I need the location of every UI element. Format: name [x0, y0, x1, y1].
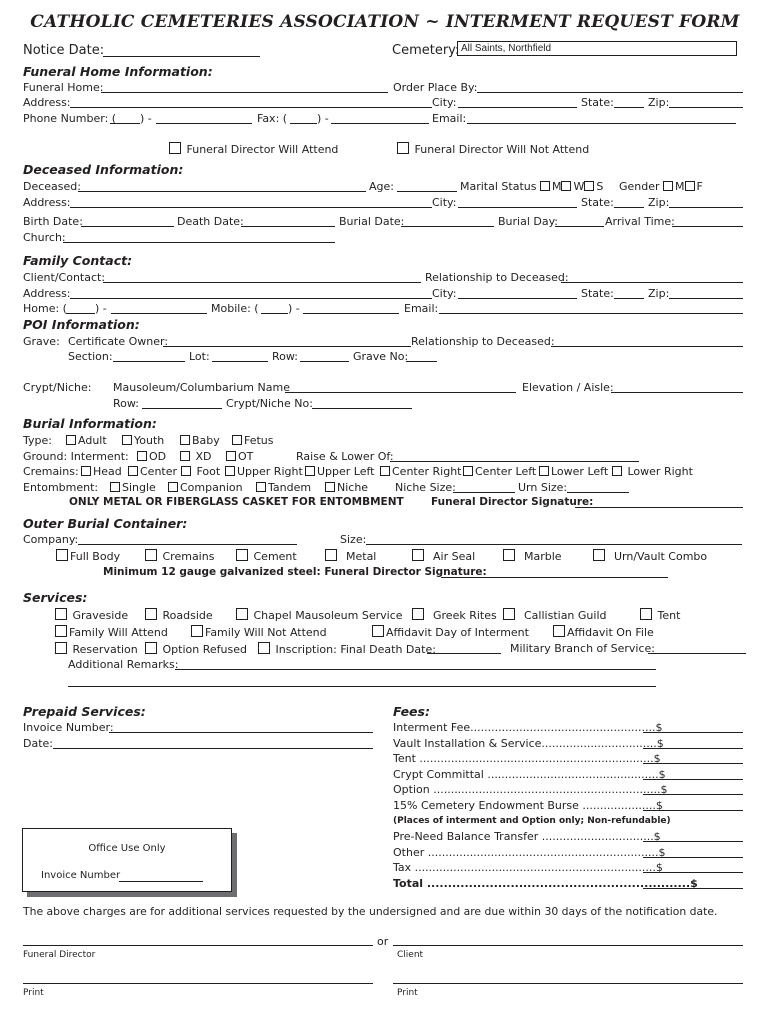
prepaid-date-field[interactable] [53, 748, 373, 749]
cremains-center-left-checkbox[interactable] [463, 466, 473, 476]
fam-address-field[interactable] [70, 298, 432, 299]
inscription-date-field[interactable] [427, 653, 501, 654]
lot-field[interactable] [212, 361, 268, 362]
prepaid-date-label: Date: [23, 737, 53, 750]
svc-tent-checkbox[interactable] [640, 608, 652, 620]
size-field[interactable] [366, 544, 742, 545]
entomb-niche-checkbox[interactable] [325, 482, 335, 492]
ground-ot[interactable]: OT [226, 450, 253, 463]
marital-s-checkbox[interactable] [584, 181, 594, 191]
crypt-no-field[interactable] [312, 408, 412, 409]
cremains-upper-left-checkbox[interactable] [305, 466, 315, 476]
fee-note: (Places of interment and Option only; Non-refundable) [393, 816, 671, 826]
entomb-tandem[interactable]: Tandem [256, 481, 311, 494]
order-place-field[interactable] [477, 92, 743, 93]
section-field[interactable] [113, 361, 185, 362]
arrival-time-label: Arrival Time: [605, 215, 675, 228]
outer-metal[interactable]: Metal [325, 549, 376, 563]
fh-phone-mid: ) - [140, 112, 152, 125]
home-area-field[interactable] [66, 313, 95, 314]
marital-w-checkbox[interactable] [561, 181, 571, 191]
fd-signature-line[interactable] [23, 945, 373, 946]
mausoleum-label: Mausoleum/Columbarium Name [113, 381, 290, 394]
svc-chapel-checkbox[interactable] [236, 608, 248, 620]
burial-date-field[interactable] [401, 226, 494, 227]
fee-endowment-label: 15% Cemetery Endowment Burse .....................$ [393, 799, 663, 812]
funeral-home-heading: Funeral Home Information: [23, 64, 213, 79]
or-text: or [377, 935, 389, 948]
svc-family-not-attend-checkbox[interactable] [191, 625, 203, 637]
office-use-title: Office Use Only [88, 843, 166, 854]
fam-address-label: Address: [23, 287, 71, 300]
cremains-foot-checkbox[interactable] [181, 466, 191, 476]
gender: Gender M F [619, 180, 703, 193]
grave-label: Grave: [23, 335, 60, 348]
fh-fax-label: Fax: ( [257, 112, 288, 125]
dec-state-label: State: [581, 196, 614, 209]
svc-tent[interactable]: Tent [640, 608, 680, 622]
svc-reservation-checkbox[interactable] [55, 642, 67, 654]
burial-day-field[interactable] [555, 226, 604, 227]
type-youth[interactable]: Youth [122, 434, 164, 447]
poi-relationship-field[interactable] [551, 346, 743, 347]
entomb-tandem-checkbox[interactable] [256, 482, 266, 492]
poi-relationship-label: Relationship to Deceased: [411, 335, 555, 348]
fh-email-field[interactable] [467, 123, 736, 124]
prepaid-invoice-label: Invoice Number: [23, 721, 114, 734]
cremains-center-checkbox[interactable] [128, 466, 138, 476]
fee-preneed-label: Pre-Need Balance Transfer ................................$ [393, 830, 661, 843]
cert-owner-field[interactable] [163, 346, 411, 347]
home-phone-field[interactable] [111, 313, 207, 314]
svc-greek-rites-checkbox[interactable] [412, 608, 424, 620]
church-field[interactable] [63, 242, 335, 243]
type-label: Type: [23, 434, 52, 447]
type-adult[interactable]: Adult [66, 434, 107, 447]
notice-date-field[interactable] [103, 56, 260, 57]
cremains-foot[interactable]: Foot [181, 465, 220, 478]
fh-phone-field[interactable] [156, 123, 252, 124]
fee-other-field[interactable] [643, 857, 743, 858]
svc-option-refused[interactable]: Option Refused [145, 642, 247, 656]
order-place-label: Order Place By: [393, 81, 478, 94]
death-date-label: Death Date: [177, 215, 244, 228]
svc-affidavit-file-checkbox[interactable] [553, 625, 565, 637]
company-label: Company: [23, 533, 79, 546]
urn-size-label: Urn Size: [518, 481, 568, 494]
size-label: Size: [340, 533, 367, 546]
fh-zip-field[interactable] [669, 107, 743, 108]
deceased-label: Deceased: [23, 180, 81, 193]
cremains-center-right[interactable]: Center Right [380, 465, 462, 478]
type-fetus[interactable]: Fetus [232, 434, 274, 447]
entombment-label: Entombment: [23, 481, 99, 494]
funeral-home-label: Funeral Home: [23, 81, 104, 94]
fee-tax-field[interactable] [643, 872, 743, 873]
fee-total-field[interactable] [643, 888, 743, 889]
client-caption: Client [397, 950, 424, 960]
office-use-box [22, 828, 232, 892]
gender-m-checkbox[interactable] [663, 181, 673, 191]
military-label: Military Branch of Service: [510, 642, 655, 655]
fd-signature-label: Funeral Director Signature: [431, 496, 594, 508]
cremains-lower-right-checkbox[interactable] [612, 466, 622, 476]
cremains-center[interactable]: Center [128, 465, 177, 478]
fh-zip-label: Zip: [648, 96, 670, 109]
fh-email-label: Email: [432, 112, 467, 125]
office-invoice-label: Invoice Number [41, 870, 121, 881]
outer-cremains-checkbox[interactable] [145, 549, 157, 561]
row-field[interactable] [300, 361, 349, 362]
services-heading: Services: [23, 590, 88, 605]
mobile-label: Mobile: ( [211, 302, 259, 315]
deceased-heading: Deceased Information: [23, 162, 184, 177]
cremains-lower-left[interactable]: Lower Left [539, 465, 608, 478]
urn-size-field[interactable] [567, 492, 629, 493]
fd-print-line[interactable] [23, 983, 373, 984]
svc-inscription[interactable]: Inscription: Final Death Date: [258, 642, 436, 656]
fees-heading: Fees: [393, 704, 430, 719]
ground-od[interactable]: OD [137, 450, 166, 463]
cremains-center-right-checkbox[interactable] [380, 466, 390, 476]
outer-marble[interactable]: Marble [503, 549, 562, 563]
fee-option-field[interactable] [643, 794, 743, 795]
svc-affidavit-day-checkbox[interactable] [372, 625, 384, 637]
entomb-companion-checkbox[interactable] [168, 482, 178, 492]
fee-vault-field[interactable] [643, 748, 743, 749]
type-youth-checkbox[interactable] [122, 435, 132, 445]
type-baby-checkbox[interactable] [180, 435, 190, 445]
dec-state-field[interactable] [614, 207, 644, 208]
fee-preneed-field[interactable] [643, 841, 743, 842]
cemetery-field[interactable]: All Saints, Northfield [457, 41, 737, 56]
entomb-niche[interactable]: Niche [325, 481, 368, 494]
mobile-mid: ) - [288, 302, 300, 315]
mobile-area-field[interactable] [261, 313, 288, 314]
mausoleum-field[interactable] [285, 392, 516, 393]
fam-relationship-field[interactable] [561, 282, 743, 283]
section-label: Section: [68, 350, 113, 363]
lot-label: Lot: [189, 350, 210, 363]
birth-date-label: Birth Date: [23, 215, 83, 228]
military-field[interactable] [648, 653, 746, 654]
fee-interment-label: Interment Fee.....................................................$ [393, 721, 663, 734]
fh-state-field[interactable] [614, 107, 644, 108]
row-label: Row: [272, 350, 298, 363]
dec-zip-field[interactable] [669, 207, 743, 208]
entomb-companion[interactable]: Companion [168, 481, 243, 494]
fee-tax-label: Tax .....................................................................$ [393, 861, 663, 874]
svc-family-not-attend[interactable]: Family Will Not Attend [191, 625, 327, 639]
age-field[interactable] [397, 191, 457, 192]
type-adult-checkbox[interactable] [66, 435, 76, 445]
cremains-head[interactable]: Head [81, 465, 122, 478]
fam-zip-field[interactable] [669, 298, 743, 299]
fh-phone-area-field[interactable] [110, 123, 140, 124]
ground-label: Ground: Interment: [23, 450, 129, 463]
cert-owner-label: Certificate Owner: [68, 335, 169, 348]
cremains-center-left[interactable]: Center Left [463, 465, 536, 478]
office-invoice-field[interactable] [119, 881, 203, 882]
fam-email-label: Email: [404, 302, 439, 315]
outer-urn-vault[interactable]: Urn/Vault Combo [593, 549, 707, 563]
company-field[interactable] [78, 544, 297, 545]
fam-city-label: City: [432, 287, 457, 300]
burial-date-label: Burial Date: [339, 215, 405, 228]
fee-interment-field[interactable] [643, 732, 743, 733]
outer-full-body[interactable]: Full Body [56, 549, 120, 563]
svc-chapel[interactable]: Chapel Mausoleum Service [236, 608, 403, 622]
niche-size-field[interactable] [453, 492, 515, 493]
charges-statement: The above charges are for additional services requested by the undersigned and are due within 30 days of the notification date. [23, 905, 718, 918]
fam-state-label: State: [581, 287, 614, 300]
raise-lower-label: Raise & Lower Of: [296, 450, 394, 463]
age-label: Age: [369, 180, 394, 193]
fd-will-attend-checkbox[interactable] [169, 142, 181, 154]
entomb-single[interactable]: Single [110, 481, 156, 494]
svc-graveside-checkbox[interactable] [55, 608, 67, 620]
outer-note: Minimum 12 gauge galvanized steel: Funeral Director Signature: [103, 566, 487, 578]
crypt-label: Crypt/Niche: [23, 381, 92, 394]
fh-address-field[interactable] [70, 107, 432, 108]
fh-phone-label: Phone Number: ( [23, 112, 117, 125]
fee-vault-label: Vault Installation & Service.................................$ [393, 737, 664, 750]
client-signature-line[interactable] [393, 945, 743, 946]
outer-air-seal-checkbox[interactable] [412, 549, 424, 561]
remarks-label: Additional Remarks: [68, 658, 179, 671]
client-label: Client/Contact: [23, 271, 106, 284]
dec-zip-label: Zip: [648, 196, 670, 209]
outer-cremains[interactable]: Cremains [145, 549, 214, 563]
fam-relationship-label: Relationship to Deceased: [425, 271, 569, 284]
svc-roadside-checkbox[interactable] [145, 608, 157, 620]
client-field[interactable] [103, 282, 421, 283]
svc-reservation[interactable]: Reservation [55, 642, 138, 656]
svc-graveside[interactable]: Graveside [55, 608, 128, 622]
outer-urn-vault-checkbox[interactable] [593, 549, 605, 561]
cremains-upper-right-checkbox[interactable] [225, 466, 235, 476]
ground-ot-checkbox[interactable] [226, 451, 236, 461]
family-heading: Family Contact: [23, 253, 133, 268]
crypt-row-label: Row: [113, 397, 139, 410]
print-caption-left: Print [23, 988, 44, 998]
crypt-no-label: Crypt/Niche No: [226, 397, 313, 410]
svc-inscription-checkbox[interactable] [258, 642, 270, 654]
remarks-field-1[interactable] [175, 669, 656, 670]
fd-signature-field[interactable] [575, 507, 743, 508]
fam-state-field[interactable] [614, 298, 644, 299]
church-label: Church: [23, 231, 66, 244]
outer-metal-checkbox[interactable] [325, 549, 337, 561]
marital-m-checkbox[interactable] [540, 181, 550, 191]
mobile-field[interactable] [303, 313, 399, 314]
outer-cement-checkbox[interactable] [236, 549, 248, 561]
cremains-label: Cremains: [23, 465, 79, 478]
fh-fax-field[interactable] [331, 123, 429, 124]
fh-state-label: State: [581, 96, 614, 109]
fee-crypt-label: Crypt Committal .................................................$ [393, 768, 666, 781]
cremains-lower-left-checkbox[interactable] [539, 466, 549, 476]
type-baby[interactable]: Baby [180, 434, 220, 447]
casket-note: ONLY METAL OR FIBERGLASS CASKET FOR ENTOMBMENT [69, 496, 404, 508]
svc-family-attend-checkbox[interactable] [55, 625, 67, 637]
dec-city-label: City: [432, 196, 457, 209]
svc-callistian-checkbox[interactable] [503, 608, 515, 620]
burial-heading: Burial Information: [23, 416, 157, 431]
client-print-line[interactable] [393, 983, 743, 984]
svc-roadside[interactable]: Roadside [145, 608, 213, 622]
arrival-time-field[interactable] [672, 226, 743, 227]
cremains-head-checkbox[interactable] [81, 466, 91, 476]
type-fetus-checkbox[interactable] [232, 435, 242, 445]
form-title: CATHOLIC CEMETERIES ASSOCIATION ~ INTERMENT REQUEST FORM [30, 12, 740, 32]
dec-address-label: Address: [23, 196, 71, 209]
notice-date-label: Notice Date: [23, 43, 105, 58]
fam-city-field[interactable] [458, 298, 577, 299]
ground-xd-checkbox[interactable] [180, 451, 190, 461]
outer-cement[interactable]: Cement [236, 549, 297, 563]
dec-city-field[interactable] [458, 207, 577, 208]
grave-no-field[interactable] [406, 361, 437, 362]
fam-zip-label: Zip: [648, 287, 670, 300]
outer-full-body-checkbox[interactable] [56, 549, 68, 561]
gender-f-checkbox[interactable] [685, 181, 695, 191]
poi-heading: POI Information: [23, 317, 140, 332]
elevation-field[interactable] [611, 392, 743, 393]
ground-xd[interactable]: XD [180, 450, 212, 463]
ground-od-checkbox[interactable] [137, 451, 147, 461]
outer-signature-field[interactable] [441, 577, 668, 578]
cremains-upper-left[interactable]: Upper Left [305, 465, 375, 478]
home-phone-label: Home: ( [23, 302, 67, 315]
fh-city-label: City: [432, 96, 457, 109]
fee-total-label: Total ...............................................................$ [393, 877, 698, 890]
fee-other-label: Other ..................................................................$ [393, 846, 666, 859]
raise-lower-field[interactable] [390, 461, 639, 462]
prepaid-invoice-field[interactable] [109, 732, 373, 733]
svc-family-attend[interactable]: Family Will Attend [55, 625, 168, 639]
remarks-field-2[interactable] [68, 686, 656, 687]
marital-status: Marital Status M W S [460, 180, 604, 193]
fam-email-field[interactable] [439, 313, 743, 314]
cremains-lower-right[interactable]: Lower Right [612, 465, 693, 478]
fee-option-label: Option .................................................................$ [393, 783, 668, 796]
grave-no-label: Grave No: [353, 350, 409, 363]
funeral-home-field[interactable] [101, 92, 388, 93]
birth-date-field[interactable] [81, 226, 174, 227]
death-date-field[interactable] [241, 226, 335, 227]
fh-fax-area-field[interactable] [290, 123, 317, 124]
svc-affidavit-day[interactable]: Affidavit Day of Interment [372, 625, 529, 639]
svc-affidavit-file[interactable]: Affidavit On File [553, 625, 654, 639]
fd-will-not-attend-checkbox[interactable] [397, 142, 409, 154]
fd-will-not-attend-option[interactable]: Funeral Director Will Not Attend [397, 142, 589, 156]
fee-tent-label: Tent ...................................................................$ [393, 752, 661, 765]
niche-size-label: Niche Size: [395, 481, 456, 494]
print-caption-right: Print [397, 988, 418, 998]
entomb-single-checkbox[interactable] [110, 482, 120, 492]
fd-will-attend-option[interactable]: Funeral Director Will Attend [169, 142, 338, 156]
fee-tent-field[interactable] [643, 763, 743, 764]
fee-endowment-field[interactable] [643, 810, 743, 811]
svc-greek-rites[interactable]: Greek Rites [412, 608, 497, 622]
fh-fax-mid: ) - [317, 112, 329, 125]
outer-air-seal[interactable]: Air Seal [412, 549, 475, 563]
burial-day-label: Burial Day: [498, 215, 559, 228]
cremains-upper-right[interactable]: Upper Right [225, 465, 303, 478]
crypt-row-field[interactable] [142, 408, 222, 409]
deceased-field[interactable] [78, 191, 366, 192]
svc-option-refused-checkbox[interactable] [145, 642, 157, 654]
outer-heading: Outer Burial Container: [23, 516, 188, 531]
prepaid-heading: Prepaid Services: [23, 704, 146, 719]
svc-callistian[interactable]: Callistian Guild [503, 608, 607, 622]
fee-crypt-field[interactable] [643, 779, 743, 780]
elevation-label: Elevation / Aisle: [522, 381, 614, 394]
cemetery-label: Cemetery: [392, 43, 460, 58]
home-mid: ) - [95, 302, 107, 315]
outer-marble-checkbox[interactable] [503, 549, 515, 561]
dec-address-field[interactable] [70, 207, 432, 208]
fh-city-field[interactable] [458, 107, 577, 108]
fh-address-label: Address: [23, 96, 71, 109]
funeral-director-caption: Funeral Director [23, 950, 96, 960]
